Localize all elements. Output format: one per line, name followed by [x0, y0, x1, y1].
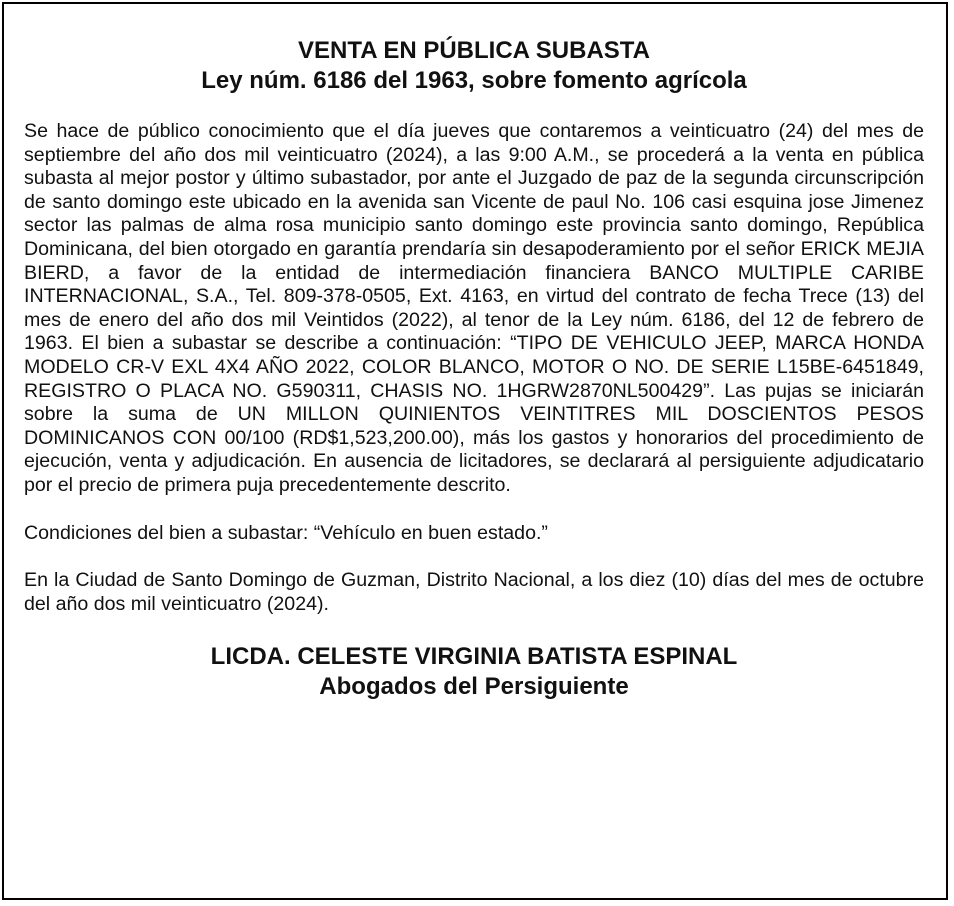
place-date-paragraph: En la Ciudad de Santo Domingo de Guzman, Distrito Nacional, a los diez (10) días del mes de octubre del año dos mil veinticuatro (2024). — [24, 569, 924, 615]
signature-role: Abogados del Persiguiente — [319, 673, 629, 701]
notice-title: VENTA EN PÚBLICA SUBASTA — [297, 37, 650, 64]
notice-content — [24, 36, 924, 702]
main-paragraph: Se hace de público conocimiento que el día jueves que contaremos a veinticuatro (24) del mes de septiembre del año dos mil veinticuatro (2024), a las 9:00 A.M., se procederá a la venta en pública subasta al mejor postor y último subastador, por ante el Juzgado de paz de la segunda circunscripción de santo domingo este ubicado en la avenida san Vicente de paul No. 106 casi esquina jose Jimenez sector las palmas de alma rosa municipio santo domingo este provincia santo domingo, República Dominicana, del bien otorgado en garantía prendaría sin desapoderamiento por el señor ERICK MEJIA BIERD, a favor de la entidad de intermediación financiera BANCO MULTIPLE CARIBE INTERNACIONAL, S.A., Tel. 809-378-0505, Ext. 4163, en virtud del contrato de fecha Trece (13) del mes de enero del año dos mil Veintidos (2022), al tenor de la Ley núm. 6186, del 12 de febrero de 1963. El bien a subastar se describe a continuación: “TIPO DE VEHICULO JEEP, MARCA HONDA MODELO CR-V EXL 4X4 AÑO 2022, COLOR BLANCO, MOTOR O NO. DE SERIE L15BE-6451849, REGISTRO O PLACA NO. G590311, CHASIS NO. 1HGRW2870NL500429”. Las pujas se iniciarán sobre la suma de UN MILLON QUINIENTOS VEINTITRES MIL DOSCIENTOS PESOS DOMINICANOS CON 00/100 (RD$1,523,200.00), más los gastos y honorarios del procedimiento de ejecución, venta y adjudicación. En ausencia de licitadores, se declarará al persiguiente adjudicatario por el precio de primera puja precedentemente descrito. — [24, 120, 924, 496]
notice-subtitle: Ley núm. 6186 del 1963, sobre fomento agrícola — [201, 67, 747, 94]
signature-block — [24, 642, 924, 702]
conditions-paragraph: Condiciones del bien a subastar: “Vehículo en buen estado.” — [24, 521, 548, 544]
signature-name: LICDA. CELESTE VIRGINIA BATISTA ESPINAL — [210, 643, 738, 671]
notice-frame — [2, 2, 948, 900]
